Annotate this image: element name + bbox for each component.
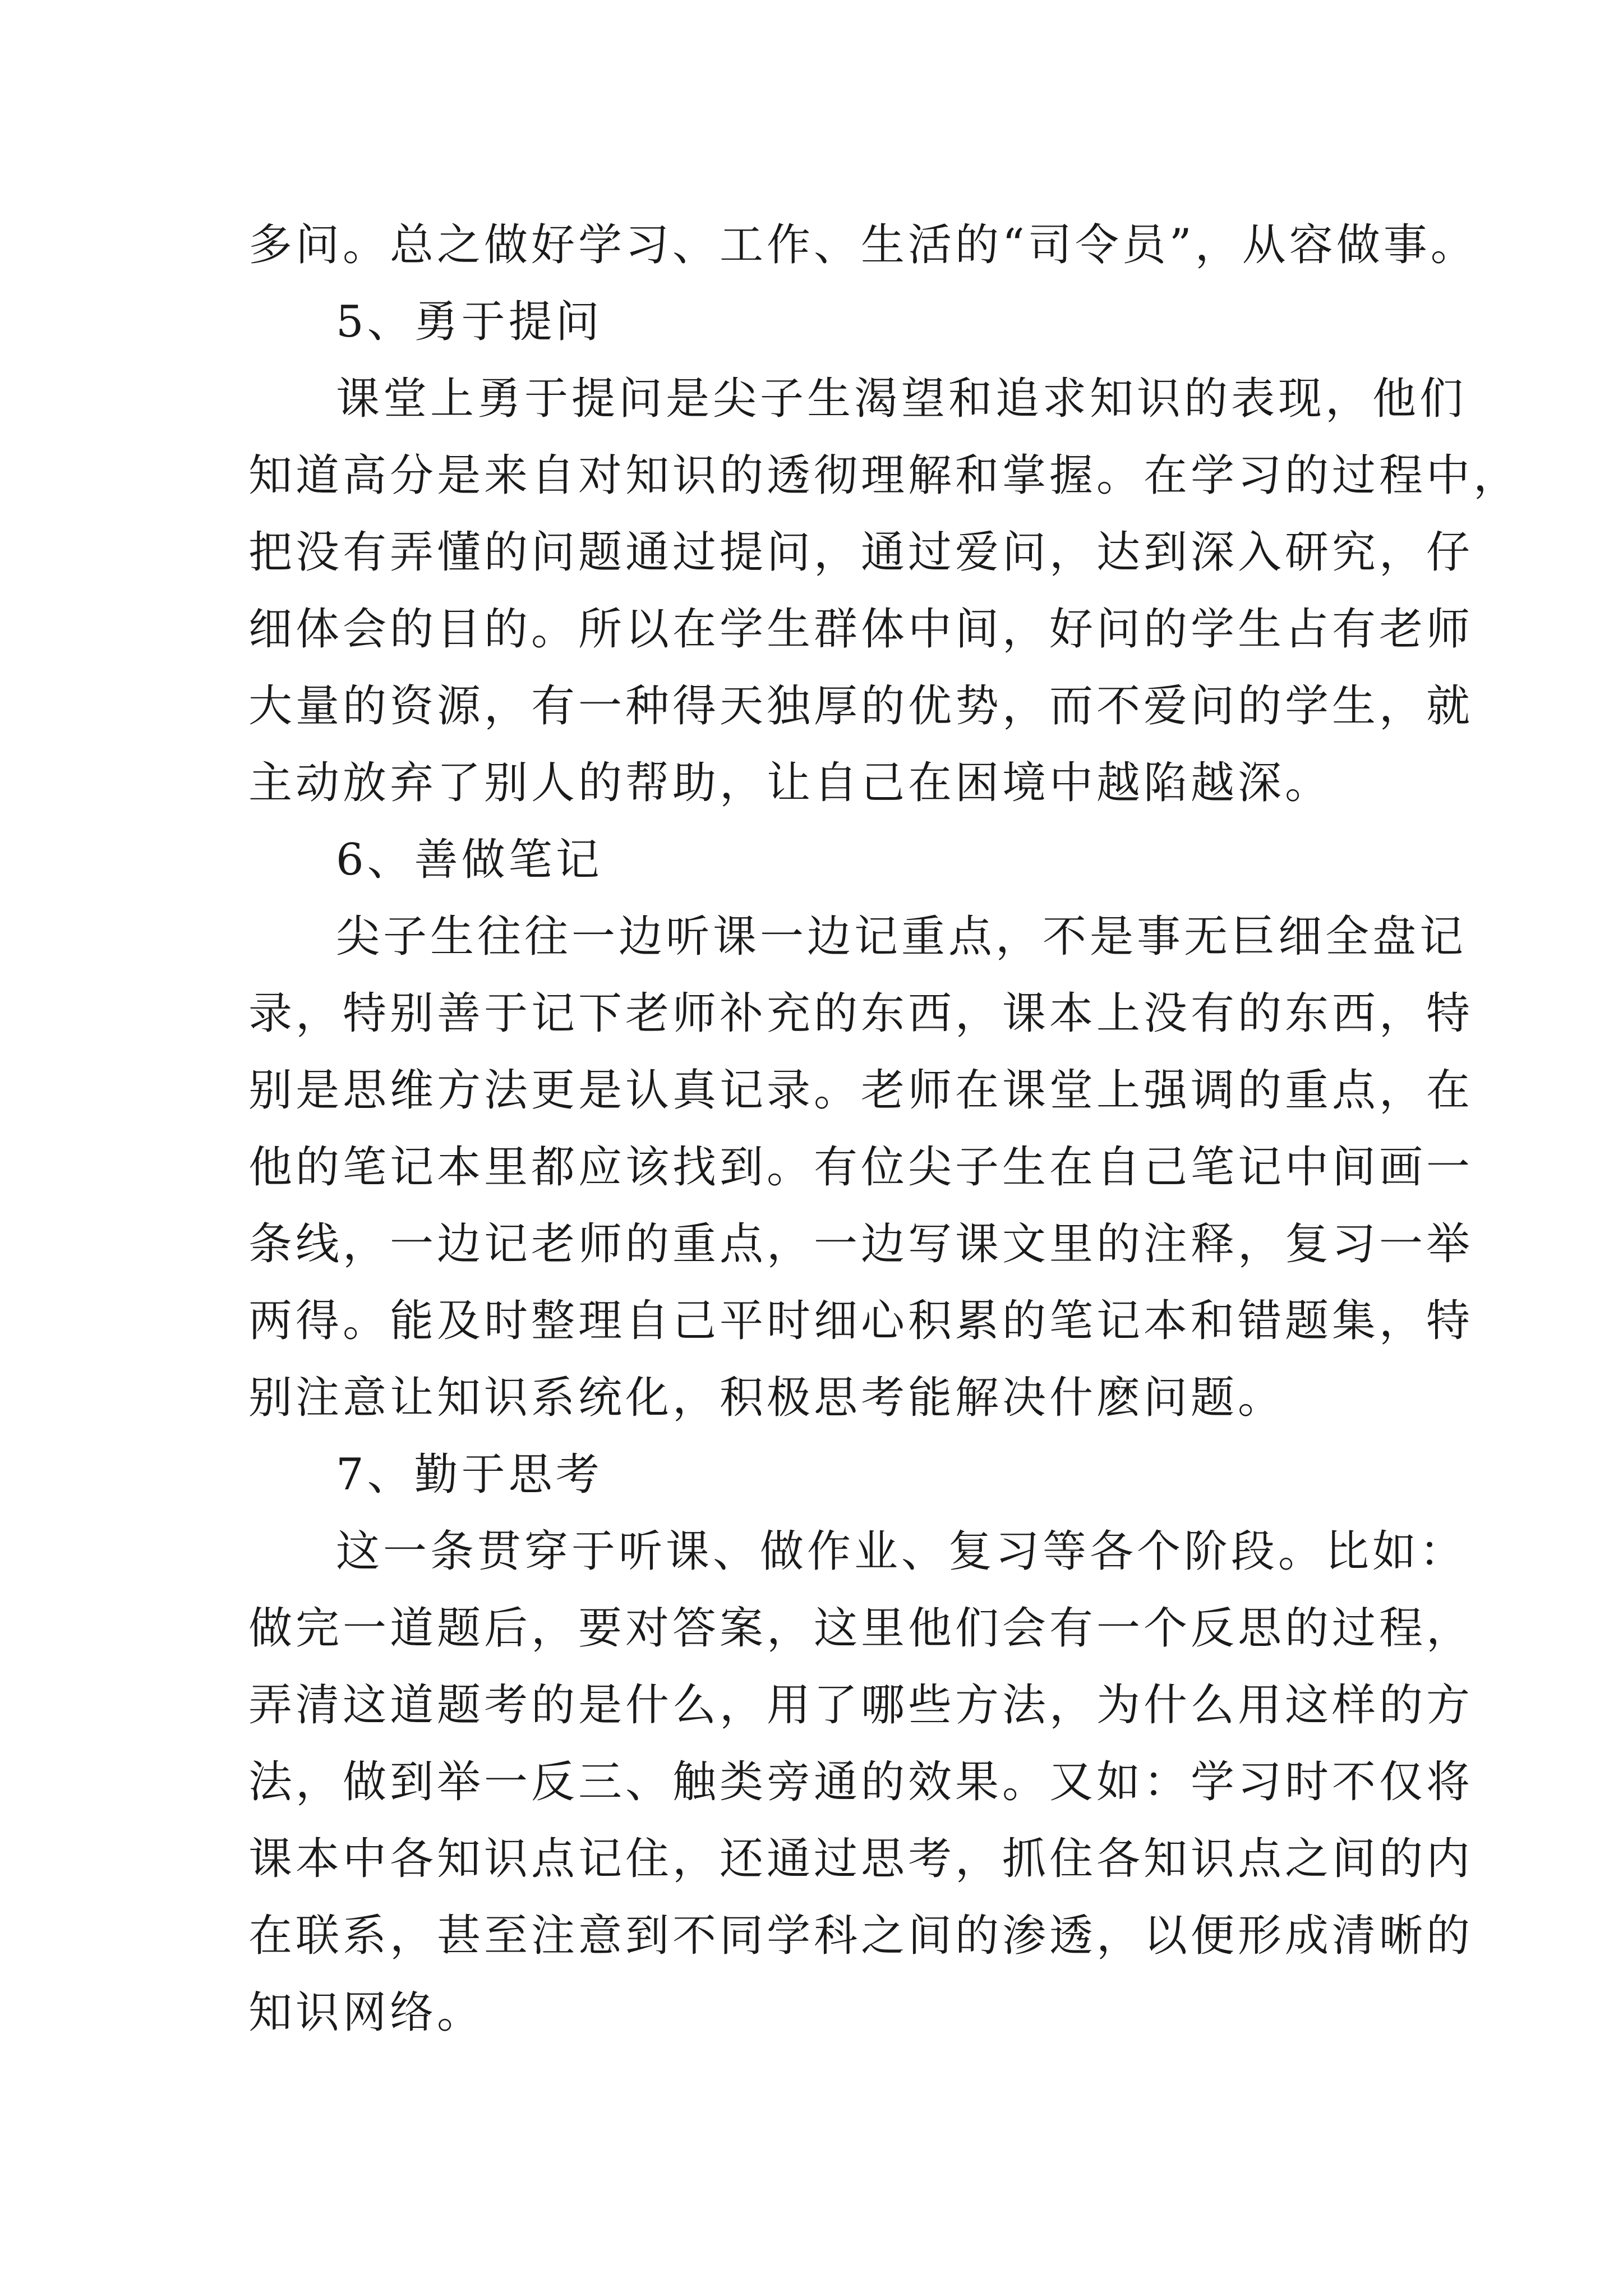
text-line: 在联系，甚至注意到不同学科之间的渗透，以便形成清晰的 — [248, 1911, 1474, 1961]
text-line: 两得。能及时整理自己平时细心积累的笔记本和错题集，特 — [248, 1296, 1474, 1346]
text-line: 法，做到举一反三、触类旁通的效果。又如：学习时不仅将 — [248, 1757, 1474, 1807]
section-heading: 5、勇于提问 — [336, 297, 603, 347]
text-line: 录，特别善于记下老师补充的东西，课本上没有的东西，特 — [248, 988, 1474, 1039]
text-line: 条线，一边记老师的重点，一边写课文里的注释，复习一举 — [248, 1219, 1474, 1269]
text-line: 细体会的目的。所以在学生群体中间，好问的学生占有老师 — [248, 604, 1474, 655]
text-line: 别注意让知识系统化，积极思考能解决什麽问题。 — [248, 1373, 1285, 1423]
text-line: 知识网络。 — [248, 1987, 485, 2038]
text-line: 别是思维方法更是认真记录。老师在课堂上强调的重点，在 — [248, 1065, 1474, 1116]
text-line: 课本中各知识点记住，还通过思考，抓住各知识点之间的内 — [248, 1834, 1474, 1884]
text-line: 这一条贯穿于听课、做作业、复习等各个阶段。比如： — [336, 1526, 1467, 1577]
text-line: 做完一道题后，要对答案，这里他们会有一个反思的过程， — [248, 1603, 1474, 1654]
text-line: 他的笔记本里都应该找到。有位尖子生在自己笔记中间画一 — [248, 1142, 1474, 1193]
text-line: 尖子生往往一边听课一边记重点，不是事无巨细全盘记 — [336, 912, 1467, 962]
text-line: 弄清这道题考的是什么，用了哪些方法，为什么用这样的方 — [248, 1680, 1474, 1731]
text-line: 主动放弃了别人的帮助，让自己在困境中越陷越深。 — [248, 758, 1332, 808]
text-line: 多问。总之做好学习、工作、生活的“司令员”，从容做事。 — [248, 220, 1478, 270]
text-line: 课堂上勇于提问是尖子生渴望和追求知识的表现，他们 — [336, 374, 1467, 424]
body-text — [248, 207, 1521, 2051]
text-line: 大量的资源，有一种得天独厚的优势，而不爱问的学生，就 — [248, 681, 1474, 731]
text-line: 把没有弄懂的问题通过提问，通过爱问，达到深入研究，仔 — [248, 527, 1474, 578]
section-heading: 6、善做笔记 — [336, 835, 603, 885]
section-heading: 7、勤于思考 — [336, 1450, 603, 1500]
text-line: 知道高分是来自对知识的透彻理解和掌握。在学习的过程中， — [248, 450, 1521, 501]
